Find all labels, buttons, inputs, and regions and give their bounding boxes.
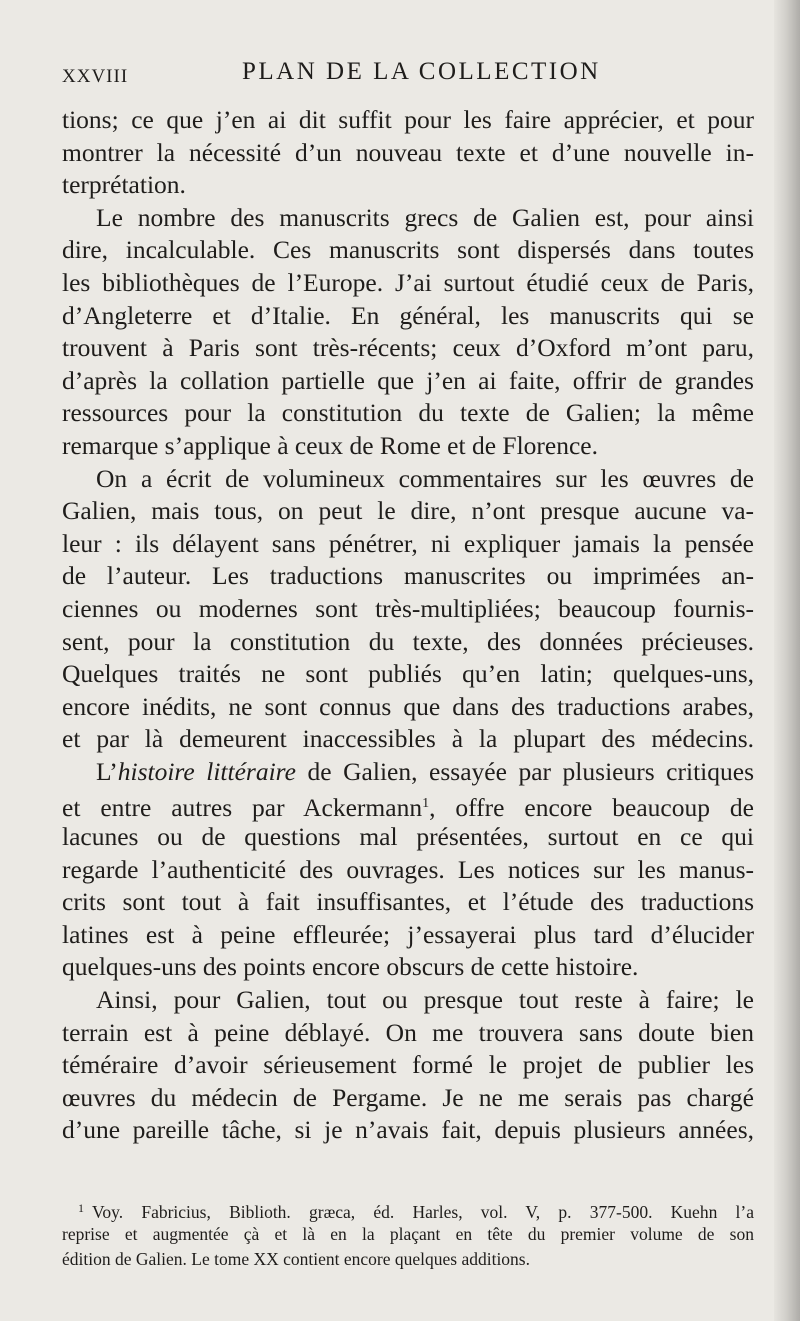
text-fragment: L’ [96,756,118,786]
text-line [62,788,754,821]
paragraph-start: On a écrit de volumineux commentaires sur les œuvres de [96,463,754,493]
text-line: les bibliothèques de l’Europe. J’ai surtout étudié ceux de Paris, [62,267,754,297]
page-header [62,58,752,98]
paragraph-start [62,756,754,789]
italic-title: histoire littéraire [117,756,296,786]
text-line: Quelques traités ne sont publiés qu’en latin; quelques-uns, [62,659,754,689]
text-fragment: et entre autres par Ackermann [62,793,423,823]
footnote-line: reprise et augmentée çà et là en la plaçant en tête du premier volume de son [62,1223,754,1244]
text-line: latines est à peine effleurée; j’essayerai plus tard d’élucider [62,919,754,949]
body-text [62,104,754,1147]
text-fragment: , offre encore beaucoup de [429,793,754,823]
footnote-line: édition de Galien. Le tome XX contient encore quelques additions. [62,1249,530,1269]
text-line: crits sont tout à fait insuffisantes, et l’étude des traductions [62,887,754,917]
text-line: tions; ce que j’en ai dit suffit pour les faire apprécier, et pour [62,105,754,134]
text-fragment: éd. Harles, vol. V, p. 377-500. Kuehn l’a [355,1202,754,1222]
text-line: dire, incalculable. Ces manuscrits sont dispersés dans toutes [62,235,754,265]
text-line: et par là demeurent inaccessibles à la plupart des médecins. [62,724,754,754]
italic-title: Biblioth. græca, [229,1202,356,1222]
text-line: Galien, mais tous, on peut le dire, n’ont presque aucune va- [62,496,754,526]
page-edge-shadow [774,0,800,1321]
text-line: quelques-uns des points encore obscurs de cette histoire. [62,952,639,982]
text-line: d’après la collation partielle que j’en ai faite, offrir de grandes [62,365,754,395]
text-line: œuvres du médecin de Pergame. Je ne me serais pas chargé [62,1082,754,1112]
text-line: ciennes ou modernes sont très-multipliées; beaucoup fournis- [62,593,754,623]
text-line: remarque s’applique à ceux de Rome et de Florence. [62,430,598,460]
text-line: trouvent à Paris sont très-récents; ceux d’Oxford m’ont paru, [62,333,754,363]
text-line: sent, pour la constitution du texte, des données précieuses. [62,626,754,656]
paragraph-start: Ainsi, pour Galien, tout ou presque tout reste à faire; le [96,985,754,1015]
text-fragment: Voy. Fabricius, [92,1202,230,1222]
page-number: XXVIII [62,66,129,87]
text-line: regarde l’authenticité des ouvrages. Les notices sur les manus- [62,854,754,884]
footnote-mark: 1 [78,1201,84,1215]
text-line: téméraire d’avoir sérieusement formé le projet de publier les [62,1050,754,1080]
text-line: d’une pareille tâche, si je n’avais fait, depuis plusieurs années, [62,1115,754,1145]
text-line: lacunes ou de questions mal présentées, surtout en ce qui [62,822,754,852]
text-line: de l’auteur. Les traductions manuscrites ou imprimées an- [62,561,754,591]
text-line: encore inédits, ne sont connus que dans des traductions arabes, [62,691,754,721]
text-line: terrain est à peine déblayé. On me trouvera sans doute bien [62,1017,754,1047]
running-title: PLAN DE LA COLLECTION [242,58,601,85]
footnote-reference: 1 [422,796,430,812]
footnote [62,1196,754,1273]
text-line: leur : ils délayent sans pénétrer, ni expliquer jamais la pensée [62,528,754,558]
paragraph-start: Le nombre des manuscrits grecs de Galien est, pour ainsi [96,202,754,232]
text-line: terprétation. [62,170,186,200]
text-line: d’Angleterre et d’Italie. En général, les manuscrits qui se [62,300,754,330]
text-fragment: de Galien, essayée par plusieurs critiques [295,756,754,786]
text-line: montrer la nécessité d’un nouveau texte et d’une nouvelle in- [62,137,754,167]
footnote-line [62,1196,754,1222]
text-line: ressources pour la constitution du texte de Galien; la même [62,398,754,428]
